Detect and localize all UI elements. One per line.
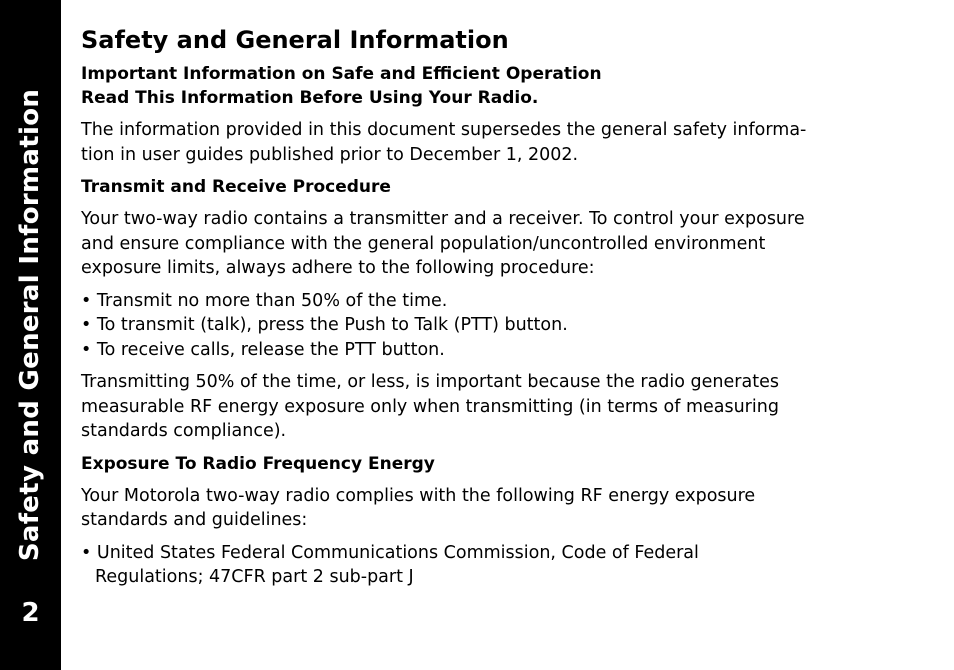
transmit-line-3: exposure limits, always adhere to the following procedure: <box>81 258 595 278</box>
rf-line-1: Your Motorola two-way radio complies with the following RF energy exposure <box>81 485 756 506</box>
transmitting-line-1: Transmitting 50% of the time, or less, is important because the radio generates <box>81 372 779 392</box>
list-item: • To receive calls, release the PTT button. <box>81 339 445 360</box>
list-item: • To transmit (talk), press the Push to Talk (PTT) button. <box>81 315 568 335</box>
vertical-section-title: Safety and General Information <box>15 88 45 562</box>
section-heading-rf-exposure: Exposure To Radio Frequency Energy <box>81 453 435 474</box>
list-item: • Transmit no more than 50% of the time. <box>81 290 448 311</box>
procedure-list <box>81 289 901 363</box>
transmitting-line-3: standards compliance). <box>81 421 287 441</box>
page-number: 2 <box>21 598 40 628</box>
section-heading-transmit-receive: Transmit and Receive Procedure <box>81 177 391 197</box>
page-title: Safety and General Information <box>81 26 509 54</box>
subtitle-important-info: Important Information on Safe and Efficient Operation <box>81 64 602 84</box>
page-content <box>81 24 901 598</box>
rf-paragraph <box>81 484 901 533</box>
transmit-paragraph <box>81 207 901 281</box>
transmitting-paragraph <box>81 370 901 444</box>
transmitting-line-2: measurable RF energy exposure only when transmitting (in terms of measuring <box>81 396 779 417</box>
list-item-line-2: Regulations; 47CFR part 2 sub-part J <box>95 567 414 587</box>
transmit-line-2: and ensure compliance with the general population/uncontrolled environment <box>81 233 766 254</box>
intro-line-2: tion in user guides published prior to December 1, 2002. <box>81 144 579 165</box>
list-item-line-1: • United States Federal Communications Commission, Code of Federal <box>81 542 699 563</box>
subtitle-read-before-use: Read This Information Before Using Your Radio. <box>81 88 539 108</box>
standards-list <box>81 541 901 590</box>
intro-line-1: The information provided in this document supersedes the general safety informa- <box>81 120 807 140</box>
sidebar <box>0 0 61 670</box>
transmit-line-1: Your two-way radio contains a transmitter and a receiver. To control your exposure <box>81 209 805 229</box>
rf-line-2: standards and guidelines: <box>81 510 308 530</box>
intro-paragraph <box>81 118 901 167</box>
